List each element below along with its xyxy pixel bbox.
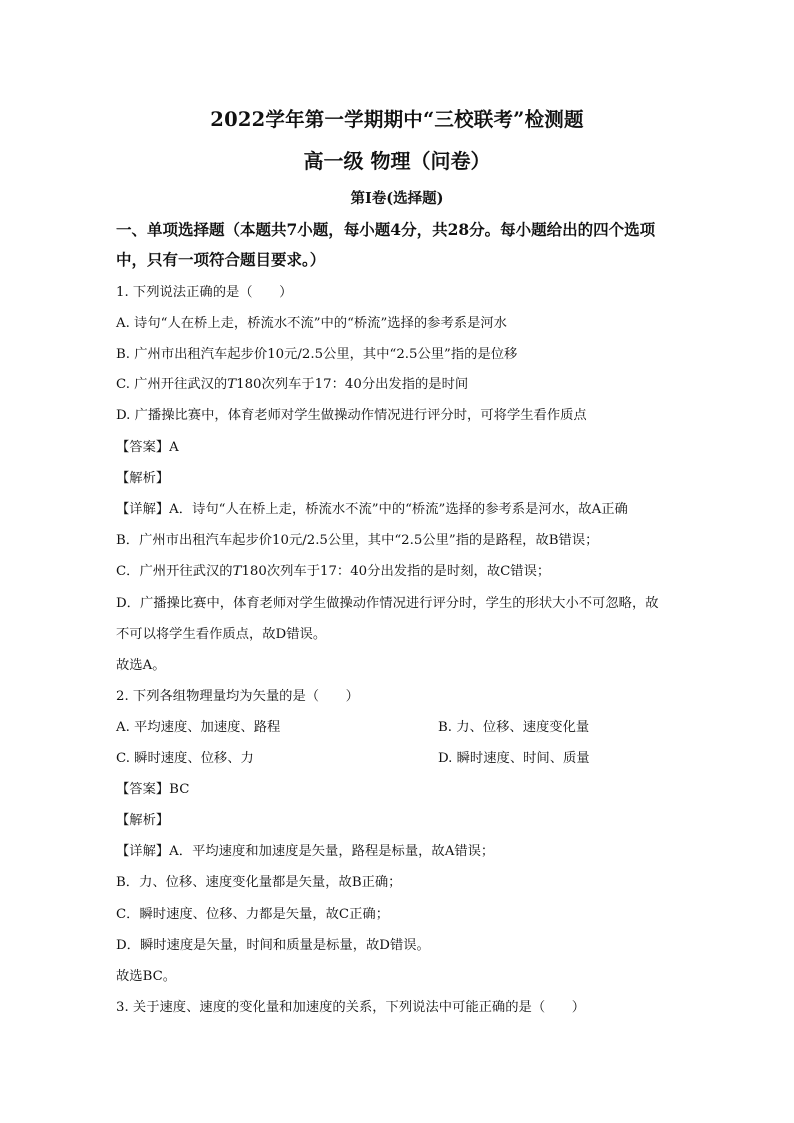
q2-option-c: C. 瞬时速度、位移、力 xyxy=(116,751,254,766)
section-heading-line1: 一、单项选择题（本题共7小题，每小题4分，共28分。每小题给出的四个选项 xyxy=(116,220,656,239)
q2-option-b: B. 力、位移、速度变化量 xyxy=(438,720,590,735)
q1-detail-c xyxy=(116,560,550,579)
q1-option-a: A. 诗句“人在桥上走，桥流水不流”中的“桥流”选择的参考系是河水 xyxy=(116,316,507,331)
q1-detail-c-italic: T xyxy=(232,564,242,579)
q2-answer: 【答案】BC xyxy=(116,782,190,797)
q1-option-c-post: 180次列车于17：40分出发指的是时间 xyxy=(236,377,469,392)
q1-detail-c-pre: C．广州开往武汉的 xyxy=(116,564,233,579)
q3-stem: 3. 关于速度、速度的变化量和加速度的关系，下列说法中可能正确的是（ ） xyxy=(116,1000,586,1015)
q1-option-b: B. 广州市出租汽车起步价10元/2.5公里，其中“2.5公里”指的是位移 xyxy=(116,347,518,362)
exam-title: 2022学年第一学期期中“三校联考”检测题 xyxy=(210,108,584,131)
q1-answer: 【答案】A xyxy=(116,440,179,455)
q1-option-d: D. 广播操比赛中，体育老师对学生做操动作情况进行评分时，可将学生看作质点 xyxy=(116,408,587,423)
q2-detail-c: C．瞬时速度、位移、力都是矢量，故C正确； xyxy=(116,907,389,922)
section-heading-line2: 中，只有一项符合题目要求。） xyxy=(116,250,326,269)
q2-option-a: A. 平均速度、加速度、路程 xyxy=(116,720,281,735)
q2-option-d: D. 瞬时速度、时间、质量 xyxy=(438,751,590,766)
q1-analysis-label: 【解析】 xyxy=(116,471,170,486)
q1-conclusion: 故选A。 xyxy=(116,658,166,673)
q1-detail-b: B．广州市出租汽车起步价10元/2.5公里，其中“2.5公里”指的是路程，故B错误； xyxy=(116,533,599,548)
exam-subtitle: 高一级 物理（问卷） xyxy=(303,149,491,173)
q2-detail-a: 【详解】A．平均速度和加速度是矢量，路程是标量，故A错误； xyxy=(116,844,495,859)
q1-option-c xyxy=(116,373,468,392)
q2-stem: 2. 下列各组物理量均为矢量的是（ ） xyxy=(116,689,359,704)
q1-detail-d-line2: 不可以将学生看作质点，故D错误。 xyxy=(116,627,327,642)
q1-stem: 1. 下列说法正确的是（ ） xyxy=(116,285,293,300)
q2-detail-b: B．力、位移、速度变化量都是矢量，故B正确； xyxy=(116,875,402,890)
q1-detail-a: 【详解】A．诗句“人在桥上走，桥流水不流”中的“桥流”选择的参考系是河水，故A正确 xyxy=(116,502,628,517)
q2-analysis-label: 【解析】 xyxy=(116,813,170,828)
q1-option-c-pre: C. 广州开往武汉的 xyxy=(116,377,228,392)
q1-option-c-italic: T xyxy=(227,377,237,392)
q1-detail-c-post: 180次列车于17：40分出发指的是时刻，故C错误； xyxy=(241,564,551,579)
part-heading: 第Ⅰ卷(选择题) xyxy=(350,190,444,207)
q2-detail-d: D．瞬时速度是矢量，时间和质量是标量，故D错误。 xyxy=(116,938,430,953)
q1-detail-d-line1: D．广播操比赛中，体育老师对学生做操动作情况进行评分时，学生的形状大小不可忽略，故 xyxy=(116,596,659,611)
q2-conclusion: 故选BC。 xyxy=(116,969,177,984)
